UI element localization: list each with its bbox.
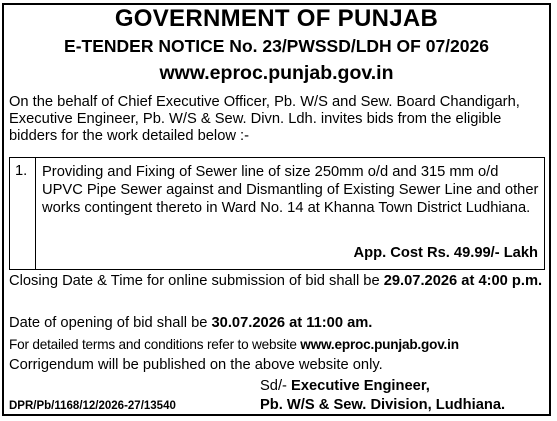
work-table xyxy=(9,157,545,270)
tender-notice xyxy=(2,3,551,416)
signature-block xyxy=(260,377,505,415)
signature-division: Pb. W/S & Sew. Division, Ludhiana. xyxy=(260,397,506,413)
table-divider xyxy=(35,158,36,269)
opening-date xyxy=(9,314,549,333)
tender-notice-number: E-TENDER NOTICE No. 23/PWSSD/LDH OF 07/2026 xyxy=(64,36,489,56)
intro-paragraph: On the behalf of Chief Executive Officer, Pb. W/S and Sew. Board Chandigarh, Executive Engineer, Pb. W/S & Sew. Divn. Ldh. invites bids from the eligible bidders for the work detailed below :- xyxy=(9,94,520,144)
signature-designation: Executive Engineer, xyxy=(291,378,430,394)
signature-prefix: Sd/- xyxy=(260,378,292,394)
approximate-cost: App. Cost Rs. 49.99/- Lakh xyxy=(353,245,538,261)
reference-number: DPR/Pb/1168/12/2026-27/13540 xyxy=(9,400,176,412)
opening-datetime: 30.07.2026 at 11:00 am. xyxy=(211,315,373,331)
work-item-number: 1. xyxy=(15,163,28,179)
terms-text: For detailed terms and conditions refer to website xyxy=(9,337,301,352)
closing-date xyxy=(9,272,549,291)
header-website: www.eproc.punjab.gov.in xyxy=(159,62,394,84)
terms-line xyxy=(9,335,551,354)
notice-title: GOVERNMENT OF PUNJAB xyxy=(114,5,439,32)
closing-text: Closing Date & Time for online submission of bid shall be xyxy=(9,273,384,289)
opening-text: Date of opening of bid shall be xyxy=(9,315,212,331)
terms-website: www.eproc.punjab.gov.in xyxy=(300,337,459,352)
closing-datetime: 29.07.2026 at 4:00 p.m. xyxy=(383,273,543,289)
work-description: Providing and Fixing of Sewer line of size 250mm o/d and 315 mm o/d UPVC Pipe Sewer against and Dismantling of Existing Sewer Line and other works contingent thereto in Ward No. 14 at Khanna Town District Ludhiana. xyxy=(42,164,539,216)
corrigendum-note: Corrigendum will be published on the above website only. xyxy=(9,357,383,373)
signature-line-1 xyxy=(260,377,505,396)
